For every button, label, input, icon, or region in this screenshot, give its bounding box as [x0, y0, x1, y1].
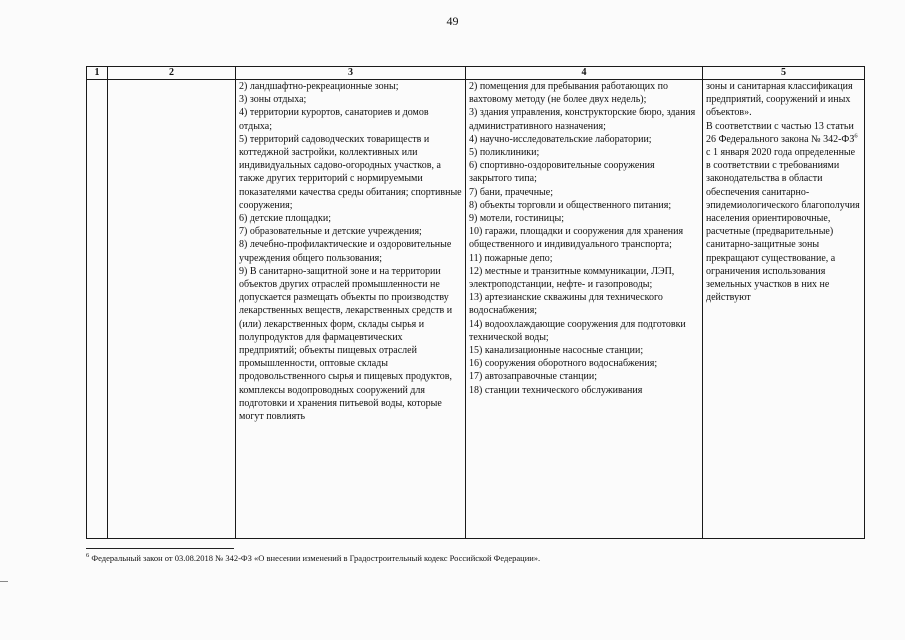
list-item: 6) детские площадки;: [239, 213, 331, 225]
header-col-3: 3: [236, 67, 466, 80]
notes-part-1: зоны и санитарная классификация предприятий, сооружений и иных объектов».: [706, 81, 853, 119]
list-item: 7) бани, прачечные;: [469, 186, 553, 198]
header-col-2: 2: [108, 67, 236, 80]
list-item: 5) поликлиники;: [469, 147, 540, 159]
cell-col-4: [466, 80, 703, 539]
list-item: 16) сооружения оборотного водоснабжения;: [469, 358, 658, 370]
list-item: 5) территорий садоводческих товариществ и коттеджной застройки, коллективных или индивидуальных садово-огородных участков, а также других территорий с нормируемыми показателями качества среды обитания; спортивные сооружения;: [239, 133, 462, 211]
margin-mark: [0, 581, 8, 582]
header-col-5: 5: [703, 67, 865, 80]
list-item: 12) местные и транзитные коммуникации, ЛЭП, электроподстанции, нефте- и газопроводы;: [469, 265, 675, 291]
list-item: 6) спортивно-оздоровительные сооружения закрытого типа;: [469, 160, 655, 185]
footnote-ref: 6: [854, 132, 858, 140]
footnote-text: Федеральный закон от 03.08.2018 № 342-ФЗ «О внесении изменений в Градостроительный кодекс Российской Федерации».: [89, 553, 541, 563]
list-item: 3) здания управления, конструкторские бюро, здания административного назначения;: [469, 107, 696, 132]
header-col-4: 4: [466, 67, 703, 80]
list-item: 15) канализационные насосные станции;: [469, 345, 644, 357]
cell-col-2: [108, 80, 236, 539]
footnote: [86, 553, 866, 564]
list-item: 4) территории курортов, санаториев и домов отдыха;: [239, 107, 429, 132]
page-number: 49: [446, 14, 459, 28]
notes-text: В соответствии с частью 13 статьи 26 Федерального закона № 342-ФЗ: [706, 120, 855, 145]
list-item: 2) ландшафтно-рекреационные зоны;: [239, 81, 399, 92]
list-item: 18) станции технического обслуживания: [469, 384, 643, 396]
list-item: 8) лечебно-профилактические и оздоровительные учреждения общего пользования;: [239, 239, 452, 264]
notes-part-2: [706, 120, 861, 305]
list-item: 9) мотели, гостиницы;: [469, 213, 564, 225]
list-item: 8) объекты торговли и общественного питания;: [469, 199, 672, 211]
list-item: 14) водоохлаждающие сооружения для подготовки технической воды;: [469, 318, 686, 343]
table-row: [87, 80, 865, 539]
cell-col-1: [87, 80, 108, 539]
regulations-table: [86, 66, 865, 539]
list-item: 2) помещения для пребывания работающих по вахтовому методу (не более двух недель);: [469, 81, 669, 106]
cell-col-5: [703, 80, 865, 539]
list-item: 10) гаражи, площадки и сооружения для хранения общественного и индивидуального транспорта;: [469, 226, 684, 251]
list-item: 3) зоны отдыха;: [239, 94, 307, 106]
list-item: 17) автозаправочные станции;: [469, 371, 598, 383]
list-item: 4) научно-исследовательские лаборатории;: [469, 133, 652, 145]
list-item: 9) В санитарно-защитной зоне и на территории объектов других отраслей промышленности не допускается размещать объекты по производству лекарственных веществ, лекарственных средств и (или) лекарственных форм, склады сырья и полупродуктов для фармацевтических предприятий; объекты пищевых отраслей промышленности, оптовые склады продовольственного сырья и пищевых продуктов, комплексы водопроводных сооружений для подготовки и хранения питьевой воды, которые могут повлиять: [239, 265, 453, 423]
header-col-1: 1: [87, 67, 108, 80]
list-item: 13) артезианские скважины для технического водоснабжения;: [469, 292, 663, 317]
footnote-divider: [86, 548, 234, 549]
list-item: 7) образовательные и детские учреждения;: [239, 226, 422, 238]
header-row: [87, 67, 865, 80]
footnote-marker: 6: [86, 552, 90, 560]
cell-col-3: [236, 80, 466, 539]
notes-text: с 1 января 2020 года определенные в соответствии с требованиями законодательства в области обеспечения санитарно-эпидемиологического благополучия населения ориентировочные, расчетные (предварительные) санитарно-защитные зоны прекращают существование, а ограничения использования земельных участков в них не действуют: [706, 147, 860, 304]
list-item: 11) пожарные депо;: [469, 252, 553, 264]
